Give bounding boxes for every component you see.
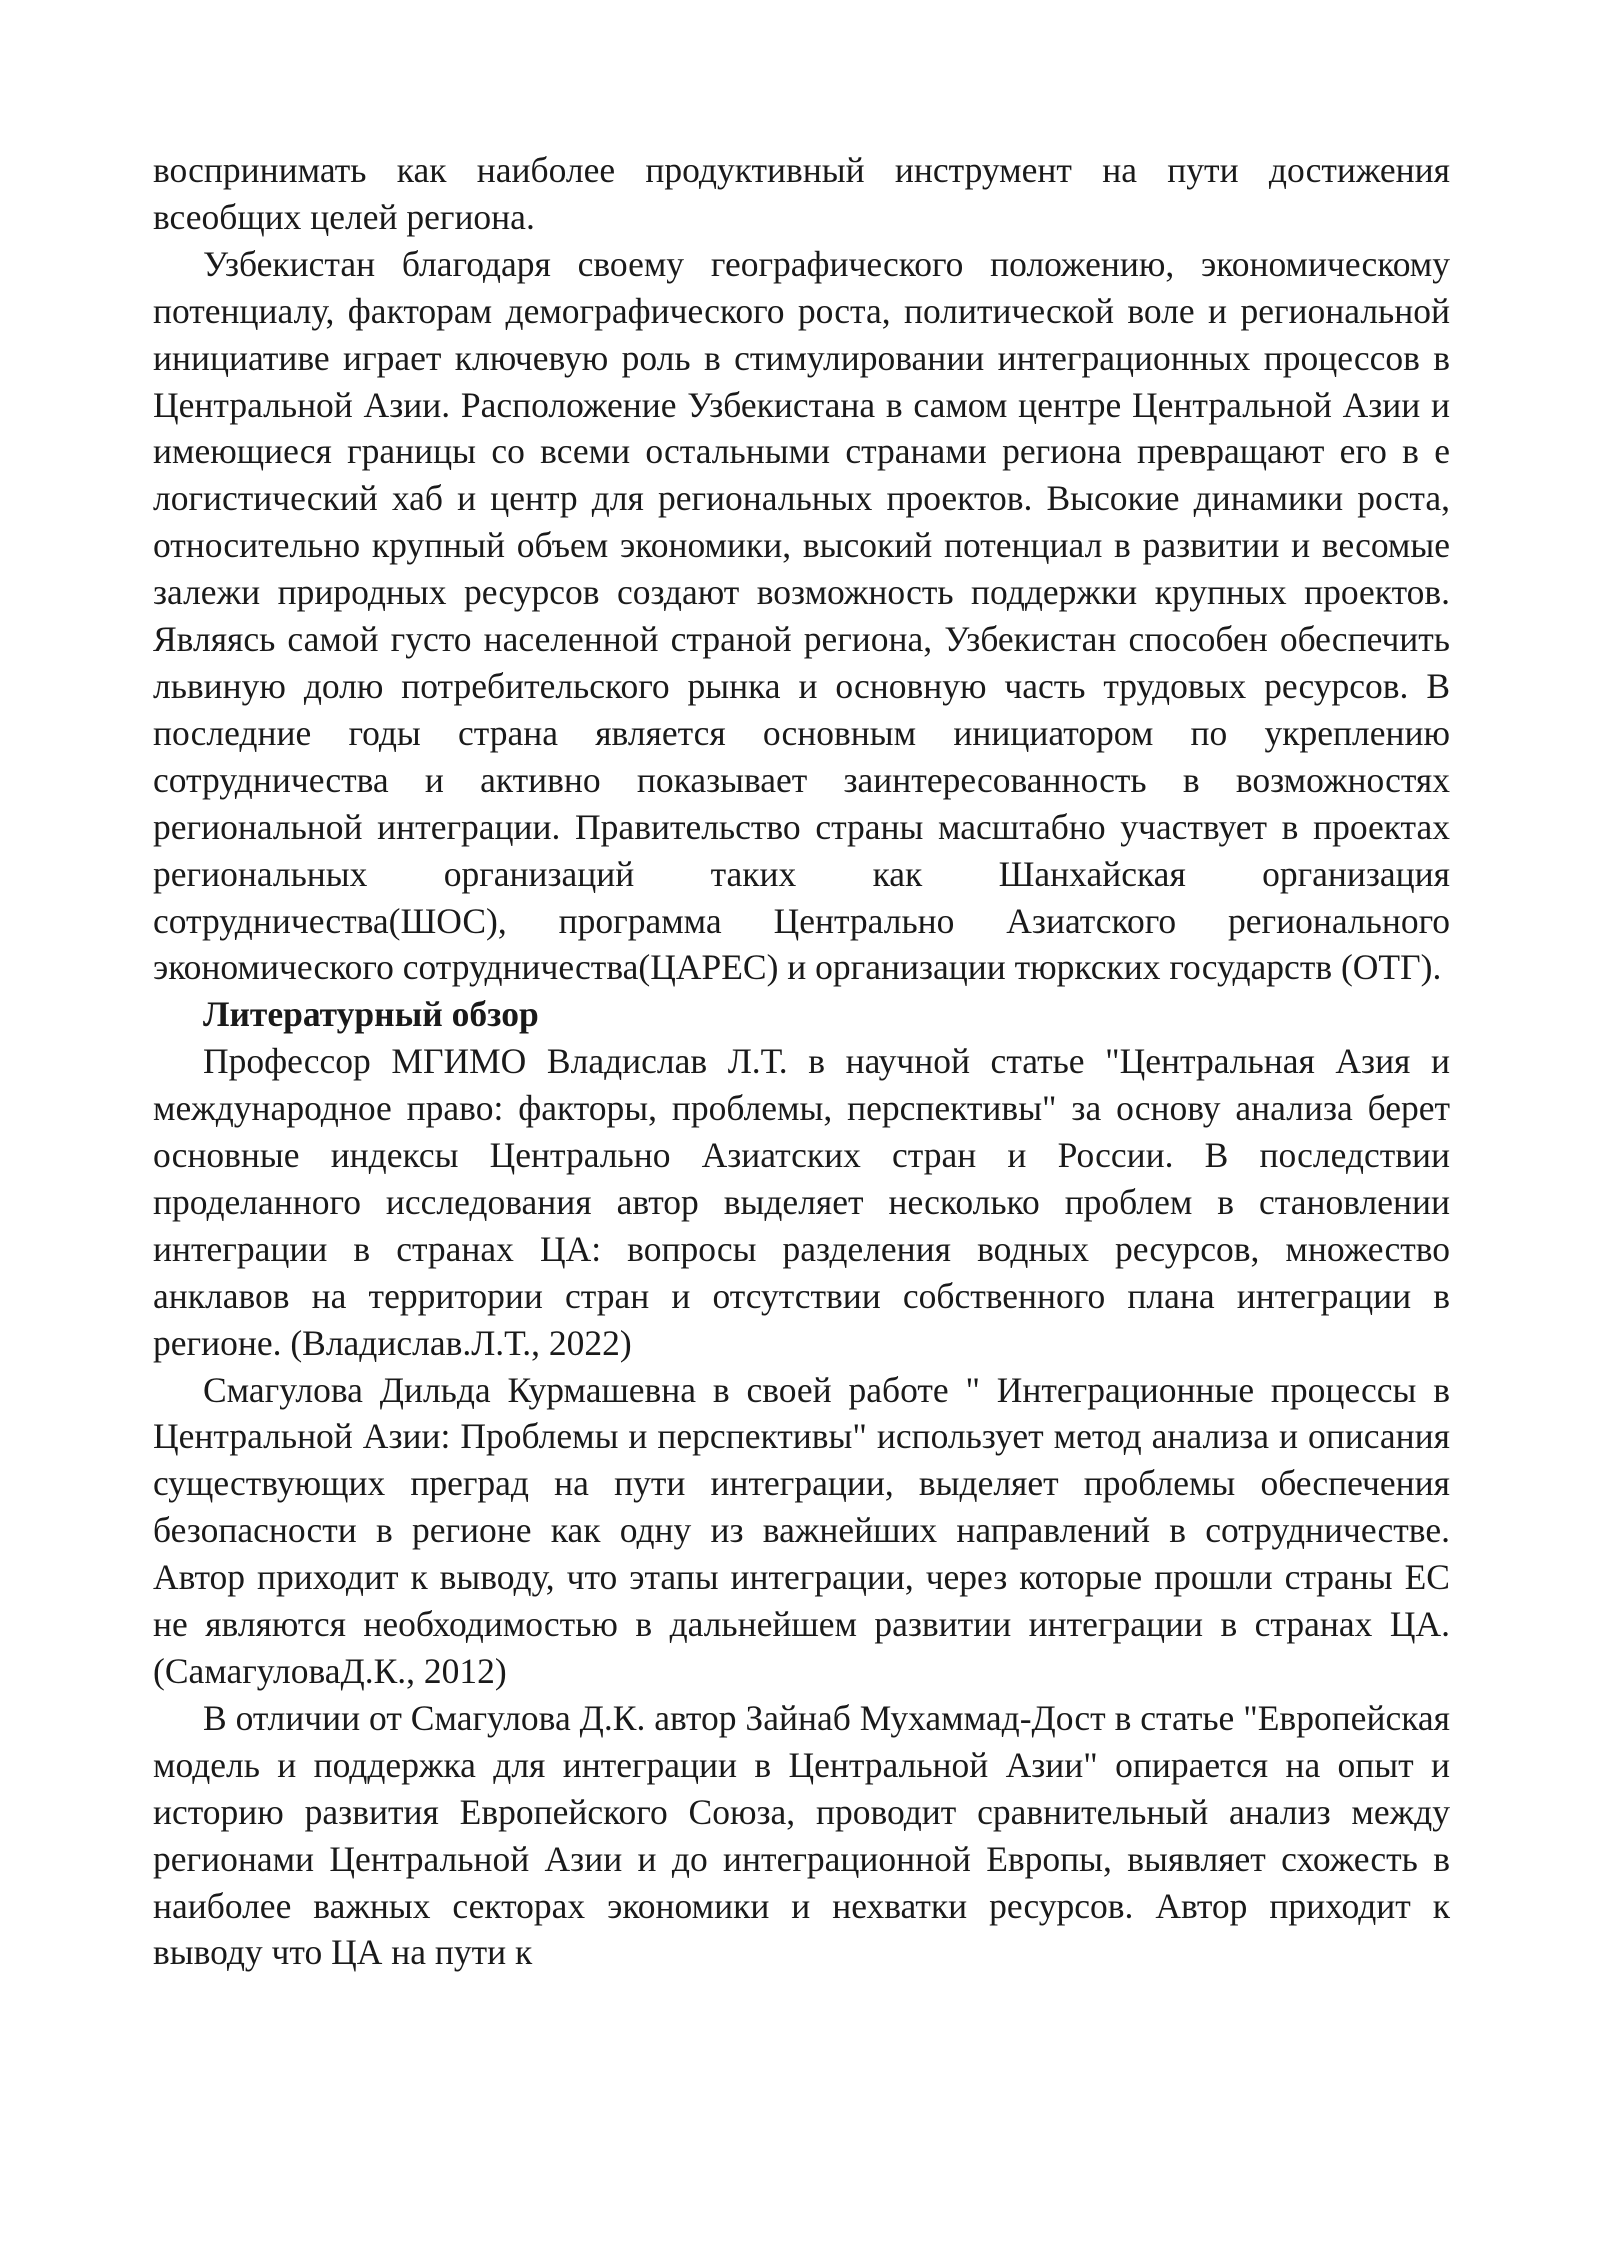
- paragraph-continuation: воспринимать как наиболее продуктивный инструмент на пути достижения всеобщих целей региона.: [153, 150, 1450, 237]
- paragraph-uzbekistan-role: Узбекистан благодаря своему географического положению, экономическому потенциалу, факторам демографического роста, политической воле и региональной инициативе играет ключевую роль в стимулировании интеграционных процессов в Центральной Азии. Расположение Узбекистана в самом центре Центральной Азии и имеющиеся границы со всеми остальными странами региона превращают его в е логистический хаб и центр для региональных проектов. Высокие динамики роста, относительно крупный объем экономики, высокий потенциал в развитии и весомые залежи природных ресурсов создают возможность поддержки крупных проектов. Являясь самой густо населенной страной региона, Узбекистан способен обеспечить львиную долю потребительского рынка и основную часть трудовых ресурсов. В последние годы страна является основным инициатором по укреплению сотрудничества и активно показывает заинтересованность в возможностях региональной интеграции. Правительство страны масштабно участвует в проектах региональных организаций таких как Шанхайская организация сотрудничества(ШОС), программа Центрально Азиатского регионального экономического сотрудничества(ЦАРЕС) и организации тюркских государств (ОТГ).: [153, 243, 1450, 988]
- paragraph-smagulova: Смагулова Дильда Курмашевна в своей работе " Интеграционные процессы в Центральной Азии: Проблемы и перспективы" использует метод анализа и описания существующих преград на пути интеграции, выделяет проблемы обеспечения безопасности в регионе как одну из важнейших направлений в сотрудничестве. Автор приходит к выводу, что этапы интеграции, через которые прошли страны ЕС не являются необходимостью в дальнейшем развитии интеграции в странах ЦА. (СамагуловаД.К., 2012): [153, 1369, 1450, 1691]
- section-heading-literature-review: Литературный обзор: [203, 994, 539, 1035]
- paragraph-vladislav: Профессор МГИМО Владислав Л.Т. в научной статье "Центральная Азия и международное право: факторы, проблемы, перспективы" за основу анализа берет основные индексы Центрально Азиатских стран и России. В последствии проделанного исследования автор выделяет несколько проблем в становлении интеграции в странах ЦА: вопросы разделения водных ресурсов, множество анклавов на территории стран и отсутствии собственного плана интеграции в регионе. (Владислав.Л.Т., 2022): [153, 1041, 1450, 1363]
- paragraph-zainab: В отличии от Смагулова Д.К. автор Зайнаб Мухаммад-Дост в статье "Европейская модель и поддержка для интеграции в Центральной Азии" опирается на опыт и историю развития Европейского Союза, проводит сравнительный анализ между регионами Центральной Азии и до интеграционной Европы, выявляет схожесть в наиболее важных секторах экономики и нехватки ресурсов. Автор приходит к выводу что ЦА на пути к: [153, 1697, 1450, 1973]
- document-page: [153, 147, 1450, 1976]
